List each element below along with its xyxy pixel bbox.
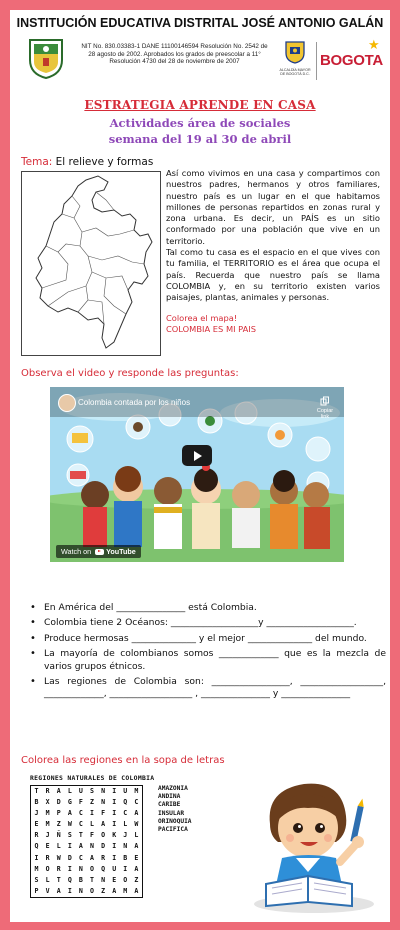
- wordsearch-letter: C: [78, 809, 83, 818]
- play-button[interactable]: [182, 445, 212, 466]
- wordsearch-letter: E: [34, 820, 39, 829]
- wordsearch-letter: T: [56, 875, 61, 884]
- topic-value: El relieve y formas: [55, 156, 154, 168]
- youtube-icon: [95, 549, 104, 555]
- watch-on-label: Watch on: [61, 547, 92, 556]
- wordsearch-letter: W: [134, 820, 139, 829]
- wordsearch-letter: S: [90, 787, 94, 795]
- wordsearch-letter: I: [34, 853, 39, 862]
- wordsearch-letter: R: [56, 864, 61, 873]
- wordsearch-letter: I: [67, 864, 72, 873]
- wordsearch-letter: M: [45, 809, 50, 818]
- colombia-outline-map-icon: [22, 172, 160, 355]
- page-dates: semana del 19 al 30 de abril: [108, 132, 292, 146]
- question-item: • Las regiones de Colombia son: _________________, __________________, _____________, __________________ , _______________ y _______________: [28, 676, 386, 701]
- copy-link-label: Copiar link: [316, 408, 334, 420]
- wordsearch-letter: B: [123, 853, 128, 862]
- wordsearch-letter: M: [134, 787, 139, 795]
- wordsearch-letter: R: [34, 831, 39, 840]
- children-illustration: [81, 463, 330, 549]
- wordsearch-letter: I: [123, 864, 128, 873]
- wordsearch-letter: W: [56, 853, 61, 862]
- word-item: ANDINA: [158, 793, 181, 801]
- wordsearch-row: [31, 853, 142, 864]
- wordsearch-letter: N: [101, 798, 106, 807]
- wordsearch-row: [31, 786, 142, 797]
- wordsearch-row: [31, 797, 142, 808]
- intro-paragraph-2: Tal como tu casa es el espacio en el que vives con tu familia, el TERRITORIO es el área que ocupa el país. Recuerda que nuestro país se llama COLOMBIA y, en su territorio existen varios paisajes, plantas, animales y personas.: [166, 247, 380, 303]
- wordsearch-letter: Q: [67, 875, 72, 884]
- wordsearch-letter: M: [34, 864, 39, 873]
- wordsearch-letter: Q: [123, 798, 128, 807]
- wordsearch-letter: Z: [101, 886, 106, 895]
- wordsearch-letter: I: [67, 842, 72, 851]
- wordsearch-letter: J: [45, 831, 50, 840]
- wordsearch-letter: I: [112, 853, 117, 862]
- worksheet-page: [10, 10, 390, 922]
- question-item: • Colombia tiene 2 Océanos: ___________________y ___________________.: [28, 617, 386, 629]
- wordsearch: [26, 774, 206, 895]
- wordsearch-letter: L: [45, 875, 50, 884]
- wordsearch-letter: U: [78, 787, 83, 795]
- wordsearch-letter: N: [78, 886, 83, 895]
- bogota-shield-icon: [284, 40, 306, 64]
- question-item: • En América del _______________ está Colombia.: [28, 602, 386, 614]
- wordsearch-letter: B: [34, 798, 39, 807]
- wordsearch-letter: L: [134, 831, 139, 840]
- wordsearch-letter: A: [134, 886, 139, 895]
- wordsearch-row: [31, 808, 142, 819]
- wordsearch-letter: A: [67, 809, 72, 818]
- wordsearch-letter: Q: [101, 864, 106, 873]
- wordsearch-letter: A: [134, 842, 139, 851]
- wordsearch-row: [31, 864, 142, 875]
- wordsearch-row: [31, 841, 142, 852]
- color-map-instruction: Colorea el mapa!: [166, 312, 238, 323]
- wordsearch-letter: N: [101, 787, 106, 795]
- wordsearch-letter: N: [90, 842, 94, 851]
- video-instruction: Observa el video y responde las preguntas:: [21, 368, 239, 379]
- wordsearch-letter: E: [112, 875, 117, 884]
- wordsearch-letter: T: [78, 831, 83, 840]
- wordsearch-letter: T: [34, 787, 39, 795]
- wordsearch-letter: E: [45, 842, 50, 851]
- wordsearch-letter: I: [112, 842, 117, 851]
- wordsearch-letter: A: [78, 842, 83, 851]
- wordsearch-letter: A: [90, 853, 94, 862]
- wordsearch-letter: C: [78, 820, 83, 829]
- page-subtitle: Actividades área de sociales: [109, 116, 291, 130]
- institution-legal-info: NIT No. 830.03383-1 DANE 11100146594 Resolución No. 2542 de 28 agosto de 2002. Aprobados los grados de preescolar a 11° Resolución 4730 del 28 de noviembre de 2007: [81, 43, 268, 66]
- video-player[interactable]: [50, 387, 344, 562]
- wordsearch-letter: J: [34, 809, 39, 818]
- wordsearch-letter: O: [101, 831, 106, 840]
- wordsearch-letter: X: [45, 798, 50, 807]
- logo-divider: [316, 42, 317, 80]
- wordsearch-letter: C: [78, 853, 83, 862]
- wordsearch-letter: F: [90, 831, 94, 840]
- wordsearch-letter: E: [134, 853, 139, 862]
- school-crest-icon: [26, 36, 66, 80]
- wordsearch-letter: M: [45, 820, 50, 829]
- wordsearch-letter: F: [101, 809, 106, 818]
- wordsearch-letter: B: [78, 875, 83, 884]
- wordsearch-letter: I: [90, 809, 94, 818]
- copy-link-button[interactable]: [316, 396, 334, 420]
- boy-reading-illustration: [236, 772, 386, 917]
- wordsearch-letter: T: [90, 875, 94, 884]
- wordsearch-letter: C: [134, 798, 139, 807]
- wordsearch-letter: A: [56, 787, 61, 795]
- star-icon: ★: [368, 38, 380, 53]
- wordsearch-letter: O: [123, 875, 128, 884]
- wordsearch-letter: Z: [56, 820, 61, 829]
- wordsearch-word-list: [158, 785, 192, 834]
- watch-on-youtube-button[interactable]: [56, 545, 141, 558]
- channel-avatar[interactable]: [58, 394, 76, 412]
- wordsearch-letter: I: [112, 820, 117, 829]
- alcaldia-logo: ALCALDÍA MAYOR DE BOGOTÁ D.C.: [278, 40, 312, 82]
- bogota-logo: BOGOTA: [320, 52, 383, 69]
- wordsearch-letter: A: [101, 820, 106, 829]
- wordsearch-letter: N: [101, 875, 106, 884]
- wordsearch-title: REGIONES NATURALES DE COLOMBIA: [30, 774, 155, 782]
- word-item: INSULAR: [158, 809, 185, 817]
- institution-name: INSTITUCIÓN EDUCATIVA DISTRITAL JOSÉ ANTONIO GALÁN: [16, 16, 384, 30]
- wordsearch-letter: A: [56, 886, 61, 895]
- wordsearch-letter: S: [67, 831, 72, 840]
- wordsearch-letter: R: [101, 853, 106, 862]
- question-item: • La mayoría de colombianos somos _____________ que es la mezcla de varios grupos étnicos.: [28, 648, 386, 673]
- wordsearch-letter: F: [78, 798, 83, 807]
- wordsearch-instruction: Colorea las regiones en la sopa de letras: [21, 755, 225, 766]
- wordsearch-letter: A: [134, 809, 139, 818]
- wordsearch-letter: A: [134, 864, 139, 873]
- word-item: PACIFICA: [158, 826, 188, 834]
- word-item: AMAZONIA: [158, 785, 188, 792]
- intro-text: [166, 168, 380, 335]
- wordsearch-letter: L: [56, 842, 61, 851]
- wordsearch-letter: C: [123, 809, 128, 818]
- word-item: ORINOQUIA: [158, 817, 192, 825]
- colombia-map: [21, 171, 161, 356]
- wordsearch-letter: U: [112, 864, 117, 873]
- wordsearch-letter: L: [123, 820, 128, 829]
- wordsearch-letter: N: [123, 842, 128, 851]
- wordsearch-letter: Z: [90, 798, 94, 807]
- wordsearch-letter: G: [67, 798, 72, 807]
- wordsearch-letter: R: [45, 853, 50, 862]
- wordsearch-letter: P: [34, 886, 39, 895]
- wordsearch-letter: U: [123, 787, 128, 795]
- wordsearch-letter: D: [67, 853, 72, 862]
- topic-label: Tema:: [21, 156, 53, 168]
- wordsearch-letter: Q: [34, 842, 39, 851]
- wordsearch-letter: K: [112, 831, 117, 840]
- wordsearch-row: [31, 830, 142, 841]
- wordsearch-letter: M: [123, 886, 128, 895]
- intro-paragraph-1: Así como vivimos en una casa y compartimos con nuestros padres, hermanos y otros familiares, nuestro país es un lugar en el que habitamos millones de personas repartidos en zonas rural y zona urbana. Es decir, un PAÍS es un sitio conformado por una población que vive en un territorio.: [166, 168, 380, 246]
- copy-icon: [320, 396, 330, 406]
- wordsearch-letter: I: [112, 809, 117, 818]
- wordsearch-letter: W: [67, 820, 72, 829]
- wordsearch-letter: O: [90, 886, 94, 895]
- topic-line: [21, 156, 153, 168]
- wordsearch-letter: I: [112, 787, 117, 795]
- wordsearch-letter: Ñ: [56, 831, 61, 840]
- wordsearch-grid: [30, 785, 143, 898]
- wordsearch-letter: L: [90, 820, 94, 829]
- wordsearch-letter: I: [67, 886, 72, 895]
- wordsearch-letter: Z: [134, 875, 139, 884]
- word-item: CARIBE: [158, 801, 181, 809]
- wordsearch-letter: I: [112, 798, 117, 807]
- wordsearch-letter: L: [67, 787, 72, 795]
- wordsearch-row: [31, 886, 142, 897]
- wordsearch-letter: O: [90, 864, 94, 873]
- wordsearch-letter: V: [45, 886, 50, 895]
- wordsearch-letter: D: [56, 798, 61, 807]
- video-title[interactable]: Colombia contada por los niños: [78, 398, 191, 407]
- questions-list: [28, 602, 386, 704]
- wordsearch-letter: O: [45, 864, 50, 873]
- wordsearch-letter: R: [45, 787, 50, 795]
- wordsearch-letter: A: [112, 886, 117, 895]
- page-title: ESTRATEGIA APRENDE EN CASA: [84, 98, 316, 112]
- wordsearch-letter: J: [123, 831, 128, 840]
- wordsearch-row: [31, 819, 142, 830]
- video-thumbnail: [50, 387, 344, 562]
- colombia-slogan: COLOMBIA ES MI PAIS: [166, 323, 257, 334]
- wordsearch-letter: P: [56, 809, 61, 818]
- wordsearch-letter: N: [78, 864, 83, 873]
- wordsearch-letter: D: [101, 842, 106, 851]
- question-item: • Produce hermosas ______________ y el mejor ______________ del mundo.: [28, 633, 386, 645]
- wordsearch-letter: S: [34, 875, 39, 884]
- wordsearch-row: [31, 875, 142, 886]
- youtube-label: YouTube: [106, 547, 136, 556]
